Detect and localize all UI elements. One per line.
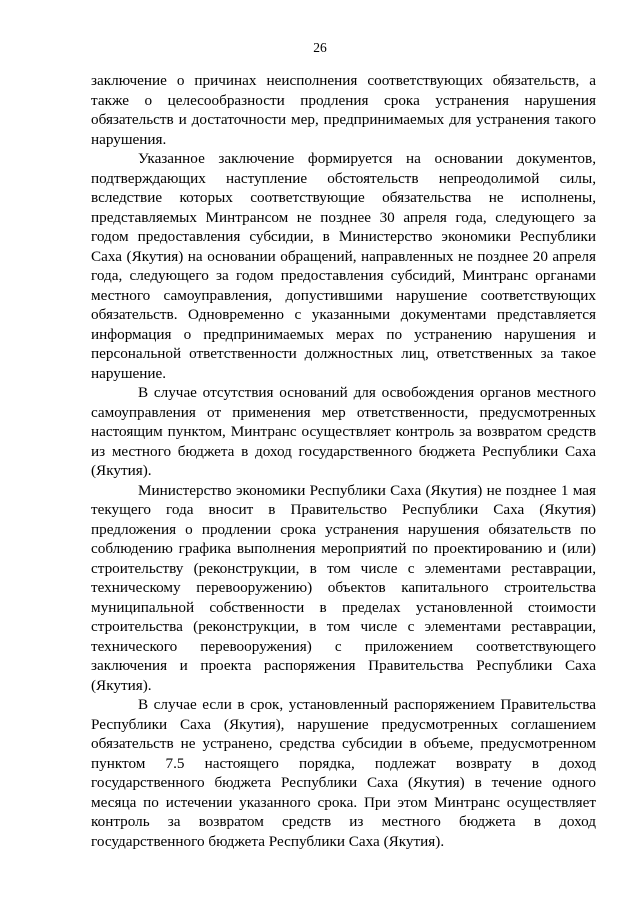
paragraph-no-grounds: В случае отсутствия оснований для освобождения органов местного самоуправления от применения мер ответственности, предусмотренных настоящим пунктом, Минтранс осуществляет контроль за возвратом средств из местного бюджета в доход государственного бюджета Республики Саха (Якутия).	[91, 384, 596, 479]
paragraph-continuation: заключение о причинах неисполнения соответствующих обязательств, а также о целесообразности продления срока устранения нарушения обязательств и достаточности мер, предпринимаемых для устранения такого нарушения.	[91, 72, 596, 148]
document-body	[91, 71, 596, 851]
paragraph-conclusion-basis: Указанное заключение формируется на основании документов, подтверждающих наступление обстоятельств непреодолимой силы, вследствие которых соответствующие обязательства не исполнены, представляемых Минтрансом не позднее 30 апреля года, следующего за годом предоставления субсидии, в Министерство экономики Республики Саха (Якутия) на основании обращений, направленных не позднее 20 апреля года, следующего за годом предоставления субсидий, Минтранс органами местного самоуправления, допустившими нарушение соответствующих обязательств. Одновременно с указанными документами представляется информация о предпринимаемых мерах по устранению нарушения и персональной ответственности должностных лиц, ответственных за такое нарушение.	[91, 150, 596, 382]
paragraph-refund: В случае если в срок, установленный распоряжением Правительства Республики Саха (Якутия), нарушение предусмотренных соглашением обязательств не устранено, средства субсидии в объеме, предусмотренном пунктом 7.5 настоящего порядка, подлежат возврату в доход государственного бюджета Республики Саха (Якутия) в течение одного месяца по истечении указанного срока. При этом Минтранс осуществляет контроль за возвратом средств из местного бюджета в доход государственного бюджета Республики Саха (Якутия).	[91, 696, 596, 850]
page-number: 26	[313, 40, 327, 55]
paragraph-ministry-proposal: Министерство экономики Республики Саха (Якутия) не позднее 1 мая текущего года вносит в Правительство Республики Саха (Якутия) предложения о продлении срока устранения нарушения обязательств по соблюдению графика выполнения мероприятий по проектированию и (или) строительству (реконструкции, в том числе с элементами реставрации, техническому перевооружению) объектов капитального строительства муниципальной собственности в пределах установленной стоимости строительства (реконструкции, в том числе с элементами реставрации, технического перевооружения) с приложением соответствующего заключения и проекта распоряжения Правительства Республики Саха (Якутия).	[91, 481, 596, 694]
